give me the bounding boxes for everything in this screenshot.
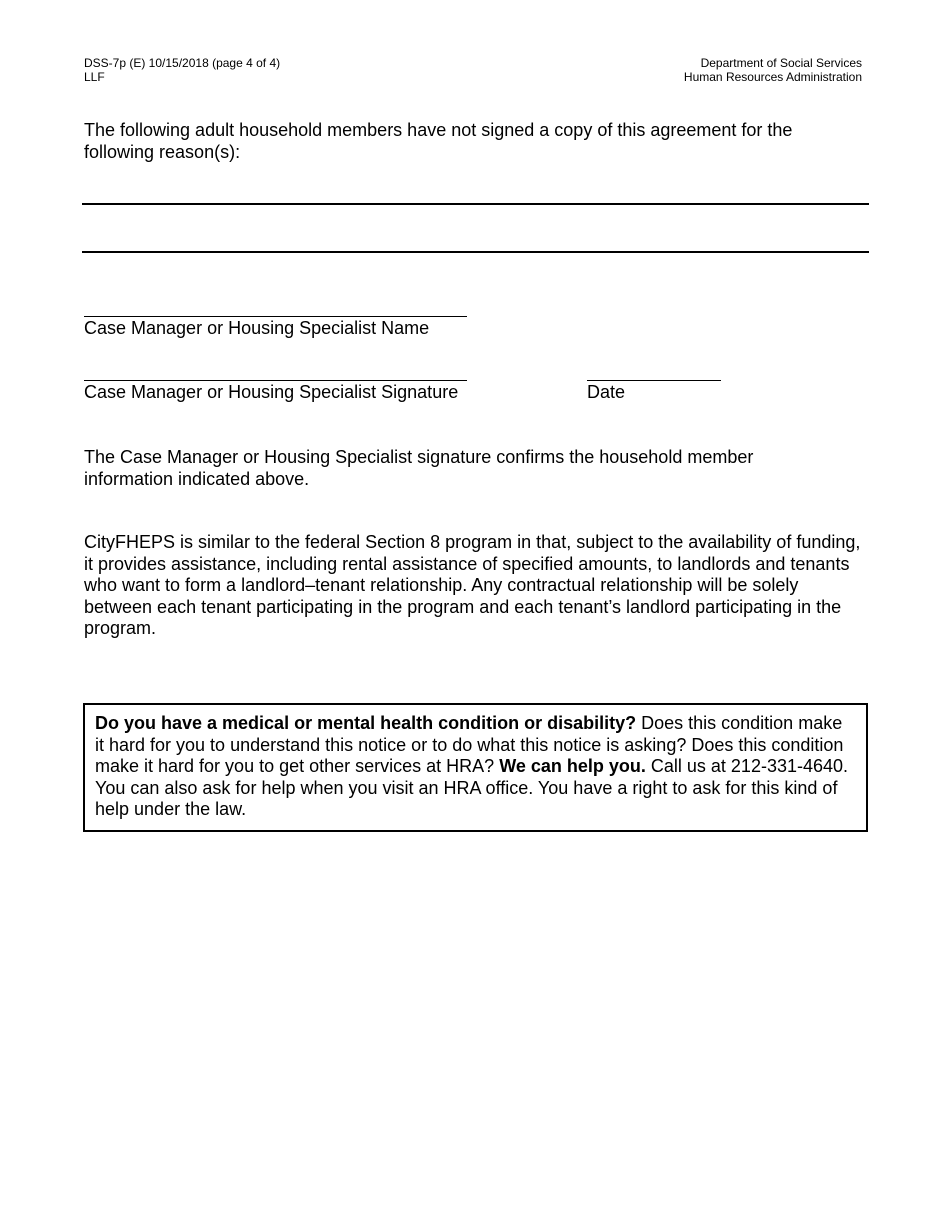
program-paragraph: CityFHEPS is similar to the federal Section 8 program in that, subject to the availability of funding, it provides assistance, including rental assistance of specified amounts, to landlords and tenants who want to form a landlord–tenant relationship. Any contractual relationship will be solely between each tenant participating in the program and each tenant’s landlord participating in the program.	[84, 532, 861, 638]
form-header-left	[84, 56, 280, 84]
signature-date-label: Date	[587, 382, 626, 402]
case-manager-signature-label: Case Manager or Housing Specialist Signature	[84, 382, 459, 402]
form-code: LLF	[84, 70, 105, 84]
notice-help-text: Call us at 212-331-4640. You can also ask for help when you visit an HRA office. You have a right to ask for this kind of help under the law.	[95, 756, 849, 819]
notice-help-bold: We can help you.	[499, 756, 646, 776]
unsigned-members-intro: The following adult household members have not signed a copy of this agreement for the following reason(s):	[84, 120, 793, 162]
case-manager-signature-line[interactable]	[84, 380, 467, 381]
case-manager-name-label: Case Manager or Housing Specialist Name	[84, 318, 430, 338]
reason-line-2[interactable]	[82, 251, 869, 253]
reason-line-1[interactable]	[82, 203, 869, 205]
case-manager-name-line[interactable]	[84, 316, 467, 317]
confirmation-paragraph: The Case Manager or Housing Specialist signature confirms the household member information indicated above.	[84, 447, 754, 489]
administration-name: Human Resources Administration	[683, 70, 862, 84]
form-id: DSS-7p (E) 10/15/2018 (page 4 of 4)	[84, 56, 281, 70]
department-name: Department of Social Services	[700, 56, 862, 70]
disability-help-notice	[83, 703, 868, 832]
notice-question-text: Does this condition make it hard for you to understand this notice or to do what this notice is asking? Does this condition make it hard for you to get other services at HRA?	[95, 713, 844, 776]
signature-date-line[interactable]	[587, 380, 721, 381]
form-header-right	[684, 56, 862, 84]
notice-question-bold: Do you have a medical or mental health condition or disability?	[95, 713, 637, 733]
